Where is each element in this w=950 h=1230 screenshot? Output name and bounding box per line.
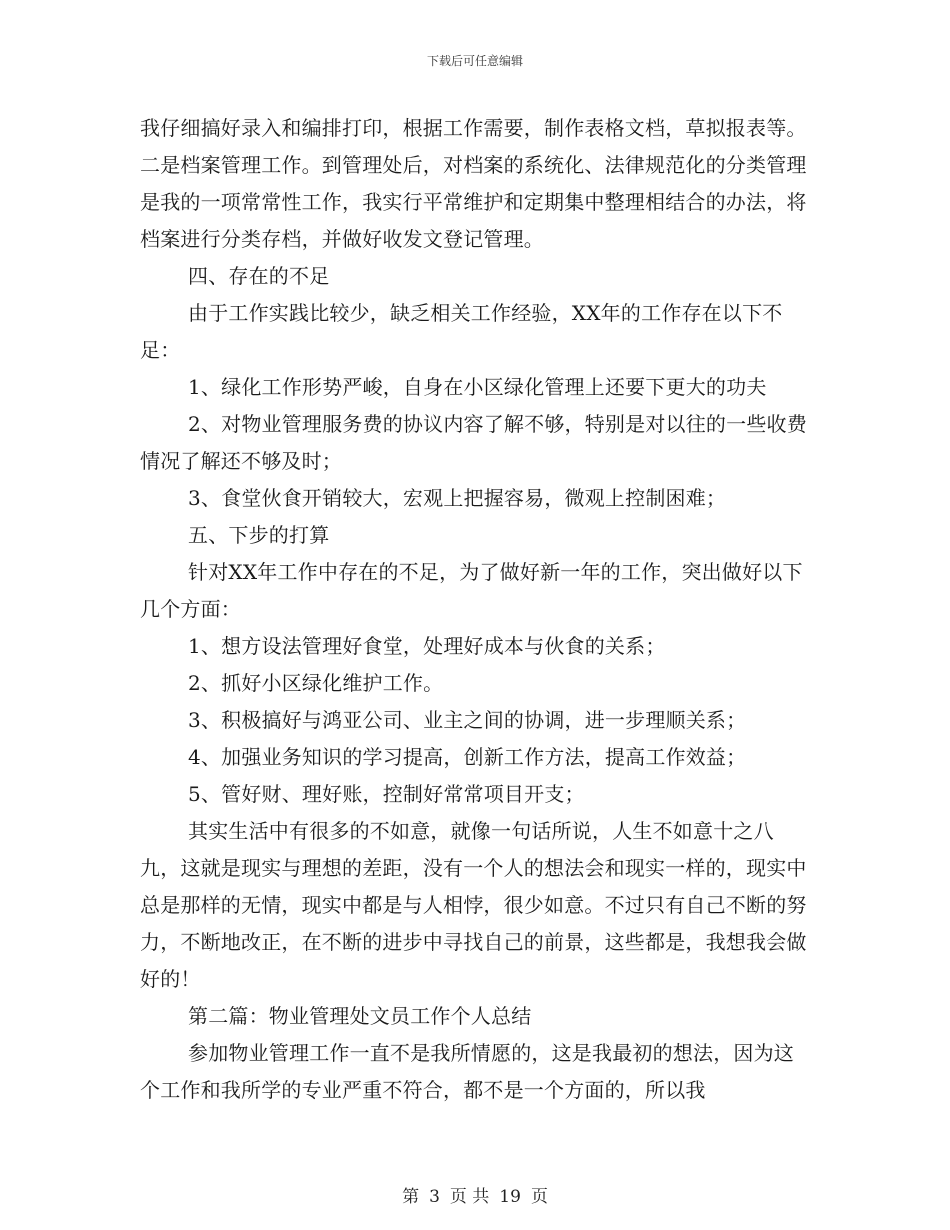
list-item: 4、加强业务知识的学习提高，创新工作方法，提高工作效益； — [188, 745, 747, 769]
paragraph: 我仔细搞好录入和编排打印，根据工作需要，制作表格文档，草拟报表等。二是档案管理工作。到管理处后，对档案的系统化、法律规范化的分类管理是我的一项常常性工作，我实行平常维护和定期集中整理相结合的办法，将档案进行分类存档，并做好收发文登记管理。 — [140, 116, 807, 251]
list-item: 5、管好财、理好账，控制好常常项目开支； — [188, 782, 585, 806]
footer-prefix: 第 — [402, 1187, 420, 1207]
paragraph: 其实生活中有很多的不如意，就像一句话所说，人生不如意十之八九，这就是现实与理想的差距，没有一个人的想法会和现实一样的，现实中总是那样的无情，现实中都是与人相悖，很少如意。不过只有自己不断的努力，不断地改正，在不断的进步中寻找自己的前景，这些都是，我想我会做好的！ — [140, 819, 807, 991]
chapter-title: 第二篇：物业管理处文员工作个人总结 — [188, 1004, 532, 1028]
current-page-number: 3 — [429, 1187, 440, 1207]
list-item: 2、抓好小区绿化维护工作。 — [188, 671, 444, 695]
list-item: 3、食堂伙食开销较大，宏观上把握容易，微观上控制困难； — [188, 486, 727, 510]
section-heading: 五、下步的打算 — [188, 523, 330, 547]
total-page-count: 19 — [499, 1187, 521, 1207]
document-body — [140, 110, 812, 1109]
footer-suffix: 页 — [530, 1187, 548, 1207]
paragraph: 参加物业管理工作一直不是我所情愿的，这是我最初的想法，因为这个工作和我所学的专业严重不符合，都不是一个方面的，所以我 — [140, 1041, 794, 1102]
page-header-note: 下载后可任意编辑 — [426, 54, 523, 68]
paragraph: 由于工作实践比较少，缺乏相关工作经验，XX年的工作存在以下不足： — [140, 301, 783, 362]
footer-middle: 页 共 — [449, 1187, 490, 1207]
paragraph: 针对XX年工作中存在的不足，为了做好新一年的工作，突出做好以下几个方面： — [140, 560, 803, 621]
section-heading: 四、存在的不足 — [188, 264, 330, 288]
list-item: 2、对物业管理服务费的协议内容了解不够，特别是对以往的一些收费情况了解还不够及时； — [140, 412, 807, 473]
list-item: 1、想方设法管理好食堂，处理好成本与伙食的关系； — [188, 634, 666, 658]
list-item: 3、积极搞好与鸿亚公司、业主之间的协调，进一步理顺关系； — [188, 708, 747, 732]
page-footer — [0, 1182, 950, 1207]
list-item: 1、绿化工作形势严峻，自身在小区绿化管理上还要下更大的功夫 — [188, 375, 767, 399]
